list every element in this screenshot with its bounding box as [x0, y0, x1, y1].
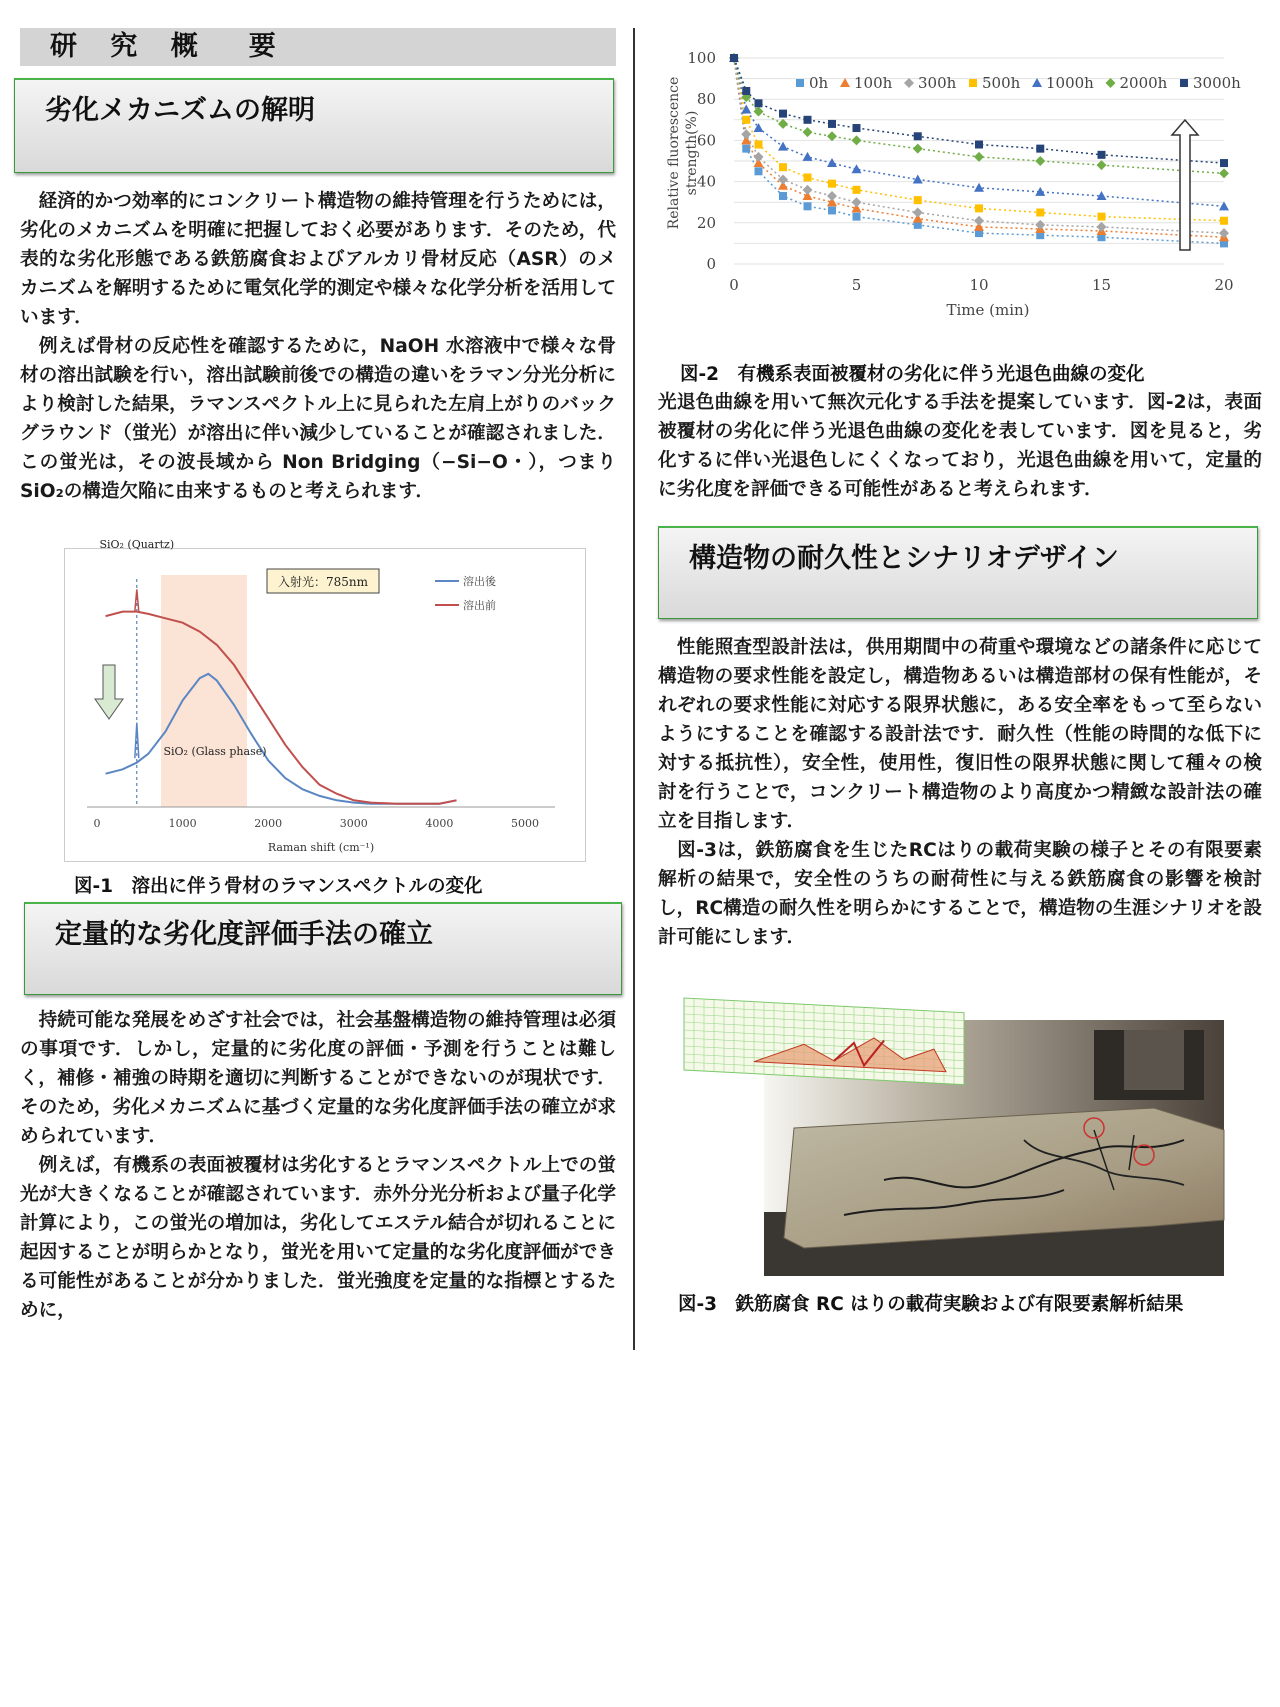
data-point-500h	[828, 180, 836, 188]
data-point-3000h	[1220, 159, 1228, 167]
data-point-2000h	[1035, 156, 1045, 166]
paragraph: 例えば骨材の反応性を確認するために，NaOH 水溶液中で様々な骨材の溶出試験を行い，溶出試験前後での構造の違いをラマン分光分析により検討した結果，ラマンスペクトル上に見られた左肩上がりのバックグラウンド（蛍光）が溶出に伴い減少していることが確認されました．この蛍光は，その波長域から Non Bridging（−Si−O・），つまり SiO₂の構造欠陥に由来するものと考えられます．	[20, 336, 616, 502]
data-point-3000h	[730, 54, 738, 62]
data-point-500h	[779, 163, 787, 171]
paragraph: 例えば，有機系の表面被覆材は劣化するとラマンスペクトル上での蛍光が大きくなることが確認されています．赤外分光分析および量子化学計算により，この蛍光の増加は，劣化してエステル結合が切れることに起因することが明らかとなり，蛍光を用いて定量的な劣化度評価ができる可能性があることが分かりました．蛍光強度を定量的な指標とするために，	[20, 1155, 616, 1321]
data-point-2000h	[1219, 168, 1229, 178]
data-point-300h	[741, 129, 751, 139]
paragraph: 光退色曲線を用いて無次元化する手法を提案しています．図-2は，表面被覆材の劣化に伴う光退色曲線の変化を表しています．図を見ると，劣化するに伴い光退色しにくくなっており，光退色曲線を用いて，定量的に劣化度を評価できる可能性があると考えられます．	[658, 392, 1262, 500]
left-column	[20, 28, 616, 1321]
peak-label-quartz: SiO₂ (Quartz)	[99, 538, 175, 551]
y-tick-label: 0	[706, 255, 716, 273]
data-point-0h	[755, 167, 763, 175]
section-body-durability	[658, 633, 1262, 952]
paragraph: 経済的かつ効率的にコンクリート構造物の維持管理を行うためには，劣化のメカニズムを明確に把握しておく必要があります．そのため，代表的な劣化形態である鉄筋腐食およびアルカリ骨材反応（ASR）のメカニズムを解明するために電気化学的測定や様々な化学分析を活用しています．	[20, 191, 616, 328]
data-point-1000h	[778, 142, 788, 151]
data-point-3000h	[828, 120, 836, 128]
y-tick-label: 40	[696, 172, 716, 191]
data-point-300h	[827, 191, 837, 201]
data-point-2000h	[852, 135, 862, 145]
data-point-1000h	[974, 183, 984, 192]
legend-marker-100h	[840, 78, 850, 87]
data-point-2000h	[778, 119, 788, 129]
data-point-500h	[1036, 209, 1044, 217]
legend-label-2000h: 2000h	[1119, 74, 1168, 92]
legend-marker-3000h	[1180, 79, 1188, 87]
legend-label-300h: 300h	[918, 74, 957, 92]
data-point-3000h	[914, 132, 922, 140]
data-point-3000h	[853, 124, 861, 132]
data-point-500h	[853, 186, 861, 194]
data-point-0h	[804, 202, 812, 210]
data-point-2000h	[803, 127, 813, 137]
data-point-0h	[853, 213, 861, 221]
legend-marker-300h	[904, 78, 914, 88]
data-point-3000h	[755, 99, 763, 107]
annotation-text: 入射光：785nm	[277, 575, 369, 589]
data-point-0h	[779, 192, 787, 200]
section-title-durability: 構造物の耐久性とシナリオデザイン	[689, 543, 1119, 574]
data-point-1000h	[852, 164, 862, 173]
legend-label-before: 溶出前	[463, 599, 496, 612]
section-heading-evaluation	[24, 902, 622, 995]
data-point-500h	[804, 173, 812, 181]
section-heading-mechanism	[14, 78, 614, 173]
section-body-evaluation	[20, 1006, 616, 1325]
x-tick-label: 5000	[511, 817, 539, 830]
peak-label-glass: SiO₂ (Glass phase)	[163, 745, 267, 758]
page-title: 研 究 概 要	[20, 28, 616, 66]
figure-2-caption: 図-2 有機系表面被覆材の劣化に伴う光退色曲線の変化	[680, 364, 1145, 385]
figure-rc-beam-test	[684, 990, 1224, 1276]
data-point-2000h	[754, 107, 764, 117]
legend-marker-500h	[969, 79, 977, 87]
data-point-2000h	[974, 152, 984, 162]
figure-photobleaching-curve	[658, 28, 1262, 328]
data-point-3000h	[1098, 151, 1106, 159]
x-axis-label: Raman shift (cm⁻¹)	[267, 841, 375, 854]
data-point-0h	[828, 206, 836, 214]
paragraph: 持続可能な発展をめざす社会では，社会基盤構造物の維持管理は必須の事項です．しかし，定量的に劣化度の評価・予測を行うことは難しく，補修・補強の時期を適切に判断することができないのが現状です． そのため，劣化メカニズムに基づく定量的な劣化度評価手法の確立が求められています．	[20, 1010, 616, 1147]
x-tick-label: 1000	[168, 817, 197, 830]
section-title-mechanism: 劣化メカニズムの解明	[45, 95, 315, 126]
y-axis-label-2: strength(%)	[684, 110, 700, 196]
data-point-500h	[975, 204, 983, 212]
quartz-peak-before	[135, 589, 139, 611]
legend-label-100h: 100h	[854, 74, 893, 92]
x-tick-label: 0	[729, 276, 739, 294]
data-point-300h	[803, 185, 813, 195]
quartz-peak-after	[135, 723, 139, 759]
x-tick-label: 0	[93, 817, 101, 830]
data-point-2000h	[913, 144, 923, 154]
section-title-evaluation: 定量的な劣化度評価手法の確立	[55, 919, 433, 950]
data-point-3000h	[975, 141, 983, 149]
legend-label-0h: 0h	[809, 74, 829, 92]
legend	[435, 574, 497, 612]
data-point-3000h	[804, 116, 812, 124]
y-tick-label: 60	[696, 131, 716, 150]
data-point-500h	[755, 141, 763, 149]
legend-marker-0h	[796, 79, 804, 87]
data-point-1000h	[803, 152, 813, 161]
data-point-0h	[742, 145, 750, 153]
data-point-300h	[1097, 222, 1107, 232]
y-tick-label: 100	[687, 49, 716, 67]
highlight-band	[161, 575, 247, 807]
data-point-500h	[914, 196, 922, 204]
x-tick-label: 10	[969, 276, 989, 294]
fem-mesh	[684, 998, 964, 1085]
x-tick-label: 4000	[425, 817, 454, 830]
data-point-2000h	[827, 131, 837, 141]
x-axis-label: Time (min)	[946, 301, 1030, 319]
x-tick-label: 3000	[339, 817, 368, 830]
section-body-mechanism	[20, 187, 616, 506]
paragraph: 性能照査型設計法は，供用期間中の荷重や環境などの諸条件に応じて構造物の要求性能を設定し，構造物あるいは構造部材の保有性能が，それぞれの要求性能に対応する限界状態に，ある安全率をもって至らないようにすることを確認する設計法です．耐久性（性能の時間的な低下に対する抵抗性），安全性，使用性，復旧性の限界状態に関して種々の検討を行うことで，コンクリート構造物のより高度かつ精緻な設計法の確立を目指します．	[658, 637, 1262, 832]
section-heading-durability	[658, 526, 1258, 619]
right-column	[658, 28, 1262, 1315]
rc-beam-illustration	[684, 990, 1224, 1276]
x-tick-label: 2000	[254, 817, 283, 830]
y-axis-label-1: Relative fluorescence	[666, 76, 682, 230]
legend-label-1000h: 1000h	[1046, 74, 1094, 92]
decrease-arrow	[95, 665, 123, 719]
y-tick-label: 80	[696, 90, 716, 109]
loading-plate	[1124, 1030, 1184, 1090]
figure-raman-spectrum	[64, 538, 586, 862]
trend-arrow	[1172, 120, 1198, 250]
data-point-300h	[913, 208, 923, 218]
figure-3-caption: 図-3 鉄筋腐食 RC はりの載荷実験および有限要素解析結果	[678, 1294, 1184, 1315]
x-tick-label: 15	[1091, 276, 1112, 294]
data-point-3000h	[742, 87, 750, 95]
data-point-500h	[742, 116, 750, 124]
legend-marker-2000h	[1106, 78, 1116, 88]
y-tick-label: 20	[696, 213, 716, 232]
data-point-300h	[754, 152, 764, 162]
raman-chart-svg	[65, 538, 585, 861]
legend-marker-1000h	[1032, 78, 1042, 87]
legend-label-after: 溶出後	[463, 575, 496, 588]
data-point-2000h	[1097, 160, 1107, 170]
photobleaching-chart-svg	[658, 28, 1262, 328]
paragraph: 図-3は，鉄筋腐食を生じたRCはりの載荷実験の様子とその有限要素解析の結果で，安全性のうちの耐荷性に与える鉄筋腐食の影響を検討し，RC構造の耐久性を明らかにすることで，構造物の生涯シナリオを設計可能にします．	[658, 840, 1262, 948]
data-point-300h	[974, 216, 984, 226]
data-point-3000h	[1036, 145, 1044, 153]
data-point-1000h	[827, 158, 837, 167]
legend-label-500h: 500h	[982, 74, 1021, 92]
data-point-500h	[1220, 217, 1228, 225]
x-tick-label: 5	[851, 276, 862, 294]
figure-1-caption: 図-1 溶出に伴う骨材のラマンスペクトルの変化	[74, 876, 483, 897]
data-point-300h	[852, 197, 862, 207]
data-point-1000h	[754, 123, 764, 132]
data-point-3000h	[779, 110, 787, 118]
x-tick-label: 20	[1214, 276, 1234, 294]
legend-label-3000h: 3000h	[1193, 74, 1241, 92]
data-point-500h	[1098, 213, 1106, 221]
column-divider	[633, 28, 635, 1350]
